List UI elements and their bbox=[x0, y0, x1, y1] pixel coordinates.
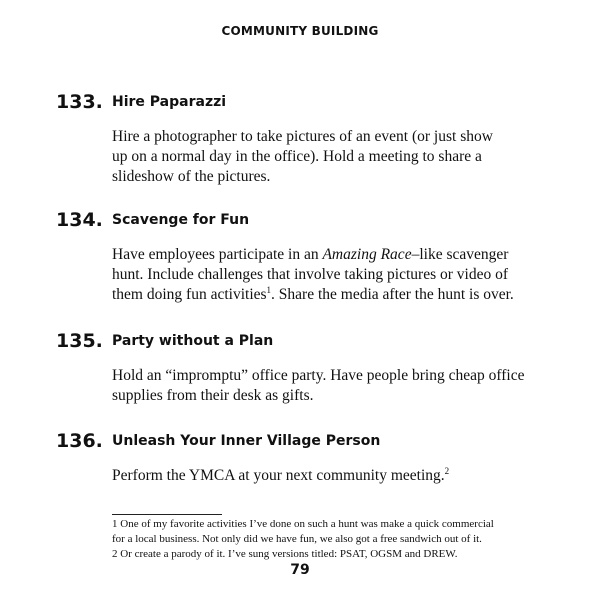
tip-title: Party without a Plan bbox=[112, 333, 274, 349]
body-line: supplies from their desk as gifts. bbox=[112, 387, 314, 404]
tip-body bbox=[112, 466, 552, 486]
tip-number: 134. bbox=[56, 209, 103, 231]
body-line: Perform the YMCA at your next community meeting.$^2$ bbox=[112, 465, 450, 484]
body-line: Hold an “impromptu” office party. Have people bring cheap office bbox=[112, 367, 525, 384]
italic-title: Amazing Race bbox=[322, 246, 412, 263]
body-line: them doing fun activities$^1$. Share the media after the hunt is over. bbox=[112, 284, 514, 303]
tip-title: Hire Paparazzi bbox=[112, 94, 227, 110]
running-header: COMMUNITY BUILDING bbox=[221, 24, 379, 38]
tip-body bbox=[112, 127, 552, 187]
footnote-divider bbox=[112, 514, 222, 515]
tip-title: Scavenge for Fun bbox=[112, 212, 250, 228]
body-line: slideshow of the pictures. bbox=[112, 168, 271, 185]
footnote-ref: 1 bbox=[266, 284, 272, 295]
body-line: hunt. Include challenges that involve taking pictures or video of bbox=[112, 266, 508, 283]
footnotes bbox=[112, 517, 552, 562]
tip-number: 133. bbox=[56, 91, 103, 113]
page-number: 79 bbox=[290, 562, 310, 578]
body-line: up on a normal day in the office). Hold a meeting to share a bbox=[112, 148, 482, 165]
tip-number: 136. bbox=[56, 430, 103, 452]
footnote-line: 1 One of my favorite activities I’ve done on such a hunt was make a quick commercial bbox=[112, 518, 494, 530]
footnote-line: 2 Or create a parody of it. I’ve sung versions titled: PSAT, OGSM and DREW. bbox=[112, 548, 458, 560]
tip-body bbox=[112, 245, 552, 305]
footnote-line: for a local business. Not only did we have fun, we also got a free sandwich out of it. bbox=[112, 533, 482, 545]
body-line: Have employees participate in an Amazing Race–like scavenger bbox=[112, 246, 509, 263]
tip-body bbox=[112, 366, 552, 406]
tip-number: 135. bbox=[56, 330, 103, 352]
tip-title: Unleash Your Inner Village Person bbox=[112, 433, 381, 449]
body-line: Hire a photographer to take pictures of an event (or just show bbox=[112, 128, 493, 145]
footnote-ref: 2 bbox=[444, 465, 450, 476]
